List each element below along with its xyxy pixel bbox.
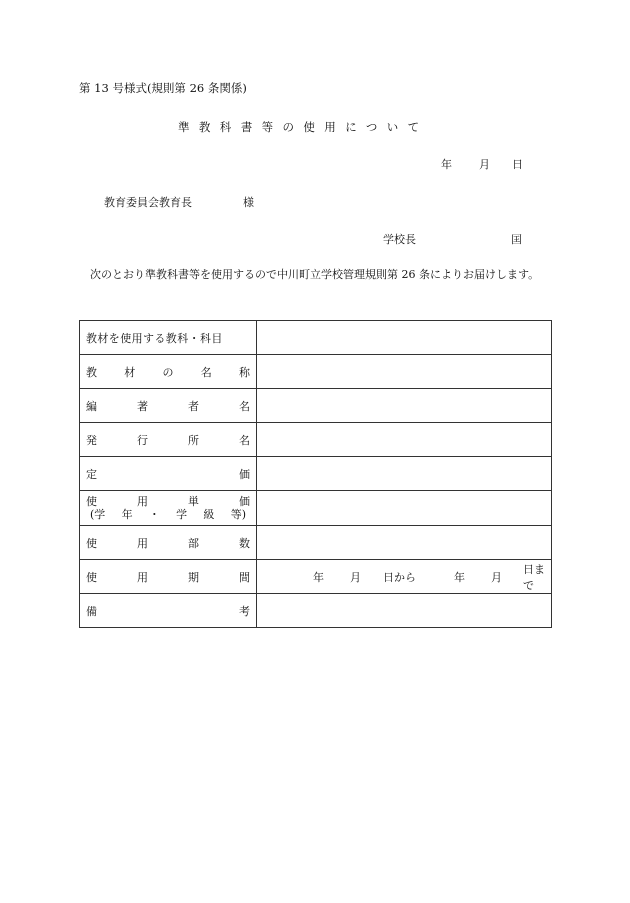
label-char: 価 — [239, 495, 250, 508]
label-char: 者 — [188, 399, 199, 413]
body-text: 次のとおり準教科書等を使用するので中川町立学校管理規則第 26 条によりお届けします。 — [90, 268, 540, 281]
date-year-label: 年 — [441, 158, 452, 171]
label-char: 年 — [121, 508, 133, 521]
label-char: 数 — [239, 536, 250, 550]
table-row — [80, 321, 552, 355]
table-row — [80, 423, 552, 457]
label-char: 名 — [239, 399, 250, 413]
label-author — [80, 389, 257, 423]
label-char: 名 — [239, 433, 250, 447]
label-char: 編 — [86, 399, 97, 413]
value-unit-price — [257, 491, 552, 526]
value-publisher — [257, 423, 552, 457]
label-subject — [80, 321, 257, 355]
label-period — [80, 560, 257, 594]
period-from-year: 年 — [313, 570, 324, 584]
label-char: 学 — [176, 508, 188, 521]
label-char: 級 — [203, 508, 215, 521]
label-char: 用 — [137, 570, 148, 584]
label-char: 部 — [188, 536, 199, 550]
label-char: 名 — [200, 365, 212, 379]
value-list-price — [257, 457, 552, 491]
date-month-label: 月 — [479, 158, 490, 171]
sender-title: 学校長 — [383, 233, 416, 246]
label-char: 備 — [86, 604, 97, 618]
label-copies — [80, 526, 257, 560]
label-char: 称 — [239, 365, 250, 379]
table-row — [80, 491, 552, 526]
period-from-day: 日から — [383, 570, 416, 584]
label-char: 使 — [86, 536, 97, 550]
value-period — [257, 560, 552, 594]
table-row — [80, 389, 552, 423]
value-author — [257, 389, 552, 423]
label-char: 等) — [230, 508, 246, 521]
table-row — [80, 594, 552, 628]
label-char: 用 — [137, 536, 148, 550]
label-char: 考 — [239, 604, 250, 618]
period-to-year: 年 — [454, 570, 465, 584]
table-row — [80, 526, 552, 560]
label-unit-price — [80, 491, 257, 526]
label-subject-text: 教材を使用する教科・科目 — [86, 331, 223, 345]
label-char: 材 — [124, 365, 136, 379]
table-row — [80, 560, 552, 594]
label-char: 期 — [188, 570, 199, 584]
period-from-month: 月 — [350, 570, 361, 584]
label-publisher — [80, 423, 257, 457]
label-list-price — [80, 457, 257, 491]
label-char: 使 — [86, 495, 97, 508]
value-subject — [257, 321, 552, 355]
label-char: 価 — [239, 467, 250, 481]
document-title: 準教科書等の使用について — [178, 120, 429, 134]
table-row — [80, 355, 552, 389]
label-char: 単 — [188, 495, 199, 508]
date-line — [441, 156, 521, 170]
seal-mark: 囯 — [511, 233, 522, 246]
label-char: 使 — [86, 570, 97, 584]
label-char: 間 — [239, 570, 250, 584]
period-to-day: 日まで — [523, 562, 545, 592]
label-remarks — [80, 594, 257, 628]
label-char: 所 — [188, 433, 199, 447]
table-row — [80, 457, 552, 491]
label-char: 定 — [86, 467, 97, 481]
label-char: の — [162, 365, 174, 379]
addressee-honorific: 様 — [243, 196, 254, 209]
label-char: 行 — [137, 433, 148, 447]
value-remarks — [257, 594, 552, 628]
label-char: 用 — [137, 495, 148, 508]
label-char: 著 — [137, 399, 148, 413]
form-number: 第 13 号様式(規則第 26 条関係) — [79, 81, 247, 95]
addressee-name: 教育委員会教育長 — [104, 196, 192, 209]
label-material-name — [80, 355, 257, 389]
value-material-name — [257, 355, 552, 389]
label-char: ・ — [148, 508, 160, 521]
value-copies — [257, 526, 552, 560]
label-char: 教 — [86, 365, 97, 379]
label-char: 発 — [86, 433, 97, 447]
form-table — [79, 320, 552, 628]
date-day-label: 日 — [512, 158, 523, 171]
label-char: (学 — [90, 508, 106, 521]
period-to-month: 月 — [491, 570, 502, 584]
